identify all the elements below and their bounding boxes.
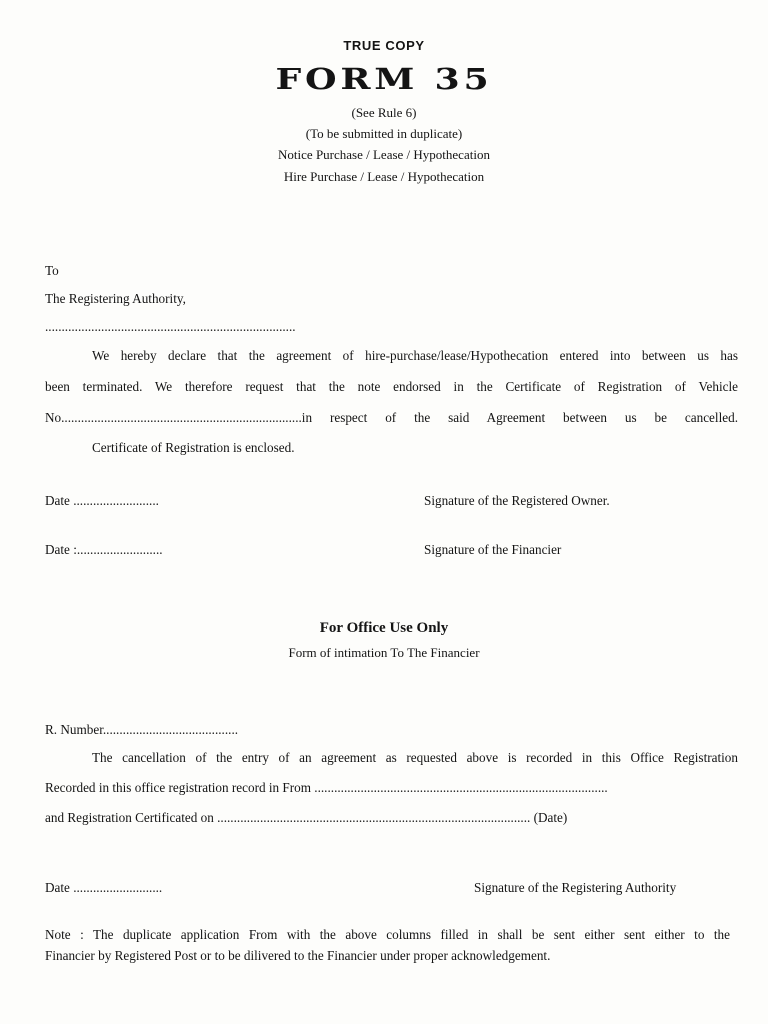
- owner-date-field: Date ..........................: [45, 493, 159, 508]
- header-duplicate-line: (To be submitted in duplicate): [305, 126, 463, 141]
- office-line-2: Recorded in this office registration record in From .........................................................................................: [45, 780, 608, 795]
- office-line-1: The cancellation of the entry of an agreement as requested above is recorded in this Office Registration: [92, 750, 738, 765]
- form-title: FORM 35: [275, 62, 493, 96]
- address-to: To: [45, 263, 59, 278]
- office-use-subheading: Form of intimation To The Financier: [288, 645, 480, 660]
- financier-date-field: Date :..........................: [45, 542, 163, 557]
- true-copy-label: TRUE COPY: [343, 38, 425, 53]
- declaration-line-4: Certificate of Registration is enclosed.: [92, 440, 295, 455]
- declaration-line-1: We hereby declare that the agreement of hire-purchase/lease/Hypothecation entered into between us has: [92, 348, 738, 363]
- authority-signature-label: Signature of the Registering Authority: [474, 880, 677, 895]
- office-use-heading: For Office Use Only: [319, 620, 449, 636]
- financier-signature-label: Signature of the Financier: [424, 542, 562, 557]
- r-number-field: R. Number.........................................: [45, 722, 239, 737]
- header-notice-line: Notice Purchase / Lease / Hypothecation: [278, 147, 490, 162]
- note-line-1: Note : The duplicate application From with the above columns filled in shall be sent either sent either to the: [45, 927, 730, 942]
- header-rule-line: (See Rule 6): [351, 105, 417, 120]
- declaration-line-2: been terminated. We therefore request that the note endorsed in the Certificate of Registration of Vehicle: [45, 379, 738, 394]
- header-hire-line: Hire Purchase / Lease / Hypothecation: [283, 169, 485, 184]
- authority-date-field: Date ...........................: [45, 880, 163, 895]
- note-line-2: Financier by Registered Post or to be dilivered to the Financier under proper acknowledgement.: [45, 948, 551, 963]
- office-line-3: and Registration Certificated on ............................................................................................... (Date): [45, 810, 568, 825]
- owner-signature-label: Signature of the Registered Owner.: [424, 493, 610, 508]
- declaration-line-3: No.........................................................................in respect of the said Agreement between us be cancelled.: [45, 410, 738, 425]
- address-authority: The Registering Authority,: [45, 291, 186, 306]
- address-blank-line: ............................................................................: [45, 319, 296, 334]
